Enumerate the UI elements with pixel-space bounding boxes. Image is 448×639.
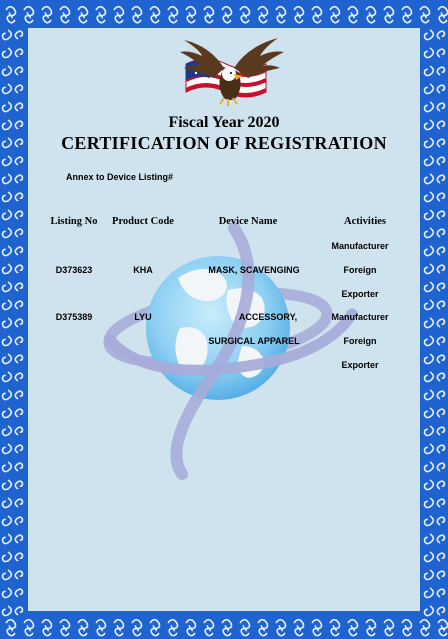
border-scroll — [60, 7, 70, 16]
border-scroll — [97, 629, 105, 636]
border-scroll — [437, 265, 444, 273]
border-scroll — [15, 337, 22, 345]
border-scroll — [15, 247, 22, 255]
border-scroll — [15, 301, 22, 309]
table-cell-activity: Exporter — [341, 289, 379, 299]
border-scroll — [205, 16, 213, 23]
border-scroll — [437, 391, 444, 399]
border-scroll — [367, 629, 375, 636]
border-scroll — [15, 157, 22, 165]
border-scroll — [43, 16, 51, 23]
border-scroll — [425, 174, 434, 184]
border-scroll — [3, 444, 12, 454]
border-scroll — [115, 629, 123, 636]
border-scroll — [43, 629, 51, 636]
border-scroll — [15, 229, 22, 237]
border-scroll — [15, 373, 22, 381]
border-scroll — [96, 620, 106, 629]
border-scroll — [277, 16, 285, 23]
border-scroll — [222, 7, 232, 16]
border-scroll — [3, 498, 12, 508]
border-scroll — [437, 499, 444, 507]
border-scroll — [295, 16, 303, 23]
border-scroll — [425, 84, 434, 94]
border-scroll — [3, 138, 12, 148]
border-scroll — [186, 7, 196, 16]
border-scroll — [425, 318, 434, 328]
border-scroll — [15, 553, 22, 561]
border-scroll — [437, 49, 444, 57]
border-scroll — [150, 620, 160, 629]
border-scroll — [385, 629, 393, 636]
border-scroll — [425, 480, 434, 490]
border-scroll — [331, 629, 339, 636]
column-header-product-code: Product Code — [112, 216, 174, 227]
border-scroll — [403, 629, 411, 636]
border-scroll — [61, 16, 69, 23]
border-scroll — [241, 629, 249, 636]
border-scroll — [384, 7, 394, 16]
table-cell-activity: Manufacturer — [331, 312, 389, 322]
table-cell-listing-no: D375389 — [55, 312, 93, 322]
table-cell-activity: Foreign — [343, 336, 377, 346]
border-scroll — [425, 66, 434, 76]
border-scroll — [3, 534, 12, 544]
border-scroll — [437, 229, 444, 237]
border-scroll — [3, 552, 12, 562]
border-scroll — [294, 7, 304, 16]
border-scroll — [186, 620, 196, 629]
table-cell-activity: Foreign — [343, 265, 377, 275]
border-scroll — [277, 629, 285, 636]
border-scroll — [425, 120, 434, 130]
border-scroll — [114, 620, 124, 629]
border-scroll — [313, 16, 321, 23]
border-scroll — [437, 535, 444, 543]
border-scroll — [348, 7, 358, 16]
border-scroll — [425, 210, 434, 220]
border-scroll — [15, 427, 22, 435]
border-scroll — [223, 16, 231, 23]
border-scroll — [420, 7, 430, 16]
border-scroll — [294, 620, 304, 629]
border-scroll — [7, 16, 15, 23]
border-scroll — [402, 7, 412, 16]
border-scroll — [425, 462, 434, 472]
border-scroll — [437, 607, 444, 615]
border-scroll — [421, 629, 429, 636]
border-scroll — [421, 16, 429, 23]
border-scroll — [437, 445, 444, 453]
border-scroll — [204, 620, 214, 629]
border-scroll — [3, 120, 12, 130]
eagle-flag-icon — [166, 34, 292, 110]
border-scroll — [132, 620, 142, 629]
border-scroll — [366, 7, 376, 16]
border-scroll — [133, 629, 141, 636]
border-scroll — [3, 210, 12, 220]
border-scroll — [168, 620, 178, 629]
border-scroll — [3, 228, 12, 238]
border-scroll — [7, 629, 15, 636]
border-scroll — [425, 408, 434, 418]
border-scroll — [403, 16, 411, 23]
column-header-listing-no: Listing No — [50, 216, 98, 227]
border-scroll — [349, 16, 357, 23]
border-scroll — [15, 517, 22, 525]
border-scroll — [168, 7, 178, 16]
border-scroll — [425, 138, 434, 148]
border-scroll — [3, 318, 12, 328]
border-scroll — [437, 373, 444, 381]
border-scroll — [15, 67, 22, 75]
border-scroll — [3, 606, 12, 616]
border-scroll — [24, 620, 34, 629]
border-scroll — [437, 139, 444, 147]
border-scroll — [330, 7, 340, 16]
border-scroll — [437, 103, 444, 111]
border-scroll — [150, 7, 160, 16]
border-scroll — [15, 283, 22, 291]
border-scroll — [3, 66, 12, 76]
border-scroll — [15, 355, 22, 363]
border-scroll — [3, 30, 12, 40]
border-scroll — [439, 16, 447, 23]
table-cell-device-name: MASK, SCAVENGING — [208, 265, 300, 275]
border-scroll — [425, 498, 434, 508]
border-scroll — [3, 156, 12, 166]
border-scroll — [15, 211, 22, 219]
table-cell-listing-no: D373623 — [55, 265, 93, 275]
border-scroll — [42, 7, 52, 16]
border-scroll — [3, 408, 12, 418]
border-scroll — [367, 16, 375, 23]
border-scroll — [425, 48, 434, 58]
border-scroll — [223, 629, 231, 636]
border-scroll — [3, 300, 12, 310]
table-cell-device-name: SURGICAL APPAREL — [208, 336, 300, 346]
border-scroll — [3, 102, 12, 112]
border-scroll — [437, 571, 444, 579]
border-scroll — [15, 535, 22, 543]
border-scroll — [425, 354, 434, 364]
border-scroll — [276, 620, 286, 629]
border-scroll — [114, 7, 124, 16]
border-scroll — [348, 620, 358, 629]
border-scroll — [6, 620, 16, 629]
table-cell-device-name: ACCESSORY, — [238, 312, 298, 322]
border-scroll — [420, 620, 430, 629]
border-scroll — [425, 444, 434, 454]
table-cell-activity: Manufacturer — [331, 241, 389, 251]
border-scroll — [425, 606, 434, 616]
border-scroll — [115, 16, 123, 23]
border-scroll — [437, 463, 444, 471]
border-scroll — [437, 283, 444, 291]
border-scroll — [425, 246, 434, 256]
border-scroll — [3, 174, 12, 184]
border-scroll — [437, 121, 444, 129]
border-scroll — [169, 629, 177, 636]
border-scroll — [349, 629, 357, 636]
border-scroll — [259, 629, 267, 636]
border-scroll — [15, 607, 22, 615]
border-scroll — [97, 16, 105, 23]
border-scroll — [25, 16, 33, 23]
border-scroll — [425, 372, 434, 382]
border-scroll — [437, 247, 444, 255]
border-scroll — [3, 192, 12, 202]
border-scroll — [3, 282, 12, 292]
border-scroll — [15, 31, 22, 39]
border-scroll — [15, 175, 22, 183]
border-scroll — [402, 620, 412, 629]
border-scroll — [425, 228, 434, 238]
border-scroll — [437, 67, 444, 75]
border-scroll — [259, 16, 267, 23]
border-scroll — [312, 620, 322, 629]
border-scroll — [132, 7, 142, 16]
column-header-activities: Activities — [344, 216, 386, 227]
border-scroll — [6, 7, 16, 16]
border-scroll — [240, 620, 250, 629]
border-scroll — [204, 7, 214, 16]
border-scroll — [15, 391, 22, 399]
border-scroll — [258, 620, 268, 629]
border-scroll — [96, 7, 106, 16]
table-cell-product-code: LYU — [134, 312, 152, 322]
border-scroll — [3, 570, 12, 580]
table-cell-product-code: KHA — [133, 265, 153, 275]
border-scroll — [425, 552, 434, 562]
border-scroll — [15, 409, 22, 417]
border-scroll — [437, 193, 444, 201]
border-scroll — [3, 480, 12, 490]
border-scroll — [15, 445, 22, 453]
border-scroll — [3, 336, 12, 346]
border-scroll — [425, 516, 434, 526]
column-header-device-name: Device Name — [218, 216, 278, 227]
border-scroll — [437, 319, 444, 327]
border-scroll — [437, 175, 444, 183]
border-scroll — [15, 193, 22, 201]
border-scroll — [437, 337, 444, 345]
border-scroll — [25, 629, 33, 636]
border-scroll — [169, 16, 177, 23]
border-scroll — [15, 481, 22, 489]
border-scroll — [15, 265, 22, 273]
border-scroll — [240, 7, 250, 16]
border-scroll — [331, 16, 339, 23]
border-scroll — [60, 620, 70, 629]
border-scroll — [151, 629, 159, 636]
border-scroll — [78, 620, 88, 629]
border-scroll — [187, 629, 195, 636]
certificate-body — [28, 28, 420, 611]
border-scroll — [15, 589, 22, 597]
border-scroll — [425, 588, 434, 598]
border-scroll — [15, 121, 22, 129]
border-scroll — [3, 588, 12, 598]
border-scroll — [24, 7, 34, 16]
border-scroll — [15, 463, 22, 471]
border-scroll — [258, 7, 268, 16]
border-scroll — [79, 629, 87, 636]
border-scroll — [3, 84, 12, 94]
border-scroll — [437, 85, 444, 93]
border-scroll — [3, 426, 12, 436]
table-cell-activity: Exporter — [341, 360, 379, 370]
border-scroll — [330, 620, 340, 629]
border-scroll — [425, 390, 434, 400]
border-scroll — [3, 264, 12, 274]
border-scroll — [437, 409, 444, 417]
annex-label: Annex to Device Listing# — [66, 172, 174, 182]
border-scroll — [3, 372, 12, 382]
border-scroll — [425, 300, 434, 310]
border-scroll — [425, 192, 434, 202]
border-scroll — [151, 16, 159, 23]
border-scroll — [3, 48, 12, 58]
border-scroll — [222, 620, 232, 629]
border-scroll — [205, 629, 213, 636]
border-scroll — [3, 390, 12, 400]
border-scroll — [42, 620, 52, 629]
border-scroll — [438, 7, 448, 16]
border-scroll — [15, 103, 22, 111]
border-scroll — [437, 481, 444, 489]
border-scroll — [276, 7, 286, 16]
border-scroll — [61, 629, 69, 636]
border-scroll — [3, 516, 12, 526]
border-scroll — [312, 7, 322, 16]
border-scroll — [437, 553, 444, 561]
border-scroll — [3, 354, 12, 364]
border-scroll — [425, 30, 434, 40]
border-scroll — [437, 427, 444, 435]
border-scroll — [187, 16, 195, 23]
border-scroll — [425, 336, 434, 346]
border-scroll — [438, 620, 448, 629]
border-scroll — [439, 629, 447, 636]
border-scroll — [15, 85, 22, 93]
certificate-title: CERTIFICATION OF REGISTRATION — [61, 133, 387, 153]
border-scroll — [425, 264, 434, 274]
border-scroll — [384, 620, 394, 629]
border-scroll — [15, 49, 22, 57]
border-scroll — [79, 16, 87, 23]
border-scroll — [133, 16, 141, 23]
border-scroll — [425, 282, 434, 292]
border-scroll — [425, 426, 434, 436]
border-scroll — [385, 16, 393, 23]
border-scroll — [295, 629, 303, 636]
border-scroll — [437, 589, 444, 597]
border-scroll — [15, 499, 22, 507]
border-scroll — [425, 156, 434, 166]
border-scroll — [78, 7, 88, 16]
border-scroll — [437, 517, 444, 525]
border-scroll — [366, 620, 376, 629]
border-scroll — [437, 301, 444, 309]
border-scroll — [425, 534, 434, 544]
border-scroll — [15, 319, 22, 327]
border-scroll — [3, 246, 12, 256]
border-scroll — [15, 139, 22, 147]
border-scroll — [3, 462, 12, 472]
border-scroll — [241, 16, 249, 23]
border-scroll — [15, 571, 22, 579]
fiscal-year-heading: Fiscal Year 2020 — [168, 114, 280, 131]
border-scroll — [313, 629, 321, 636]
border-scroll — [437, 157, 444, 165]
border-scroll — [437, 211, 444, 219]
border-scroll — [437, 31, 444, 39]
border-scroll — [437, 355, 444, 363]
border-scroll — [425, 570, 434, 580]
border-scroll — [425, 102, 434, 112]
